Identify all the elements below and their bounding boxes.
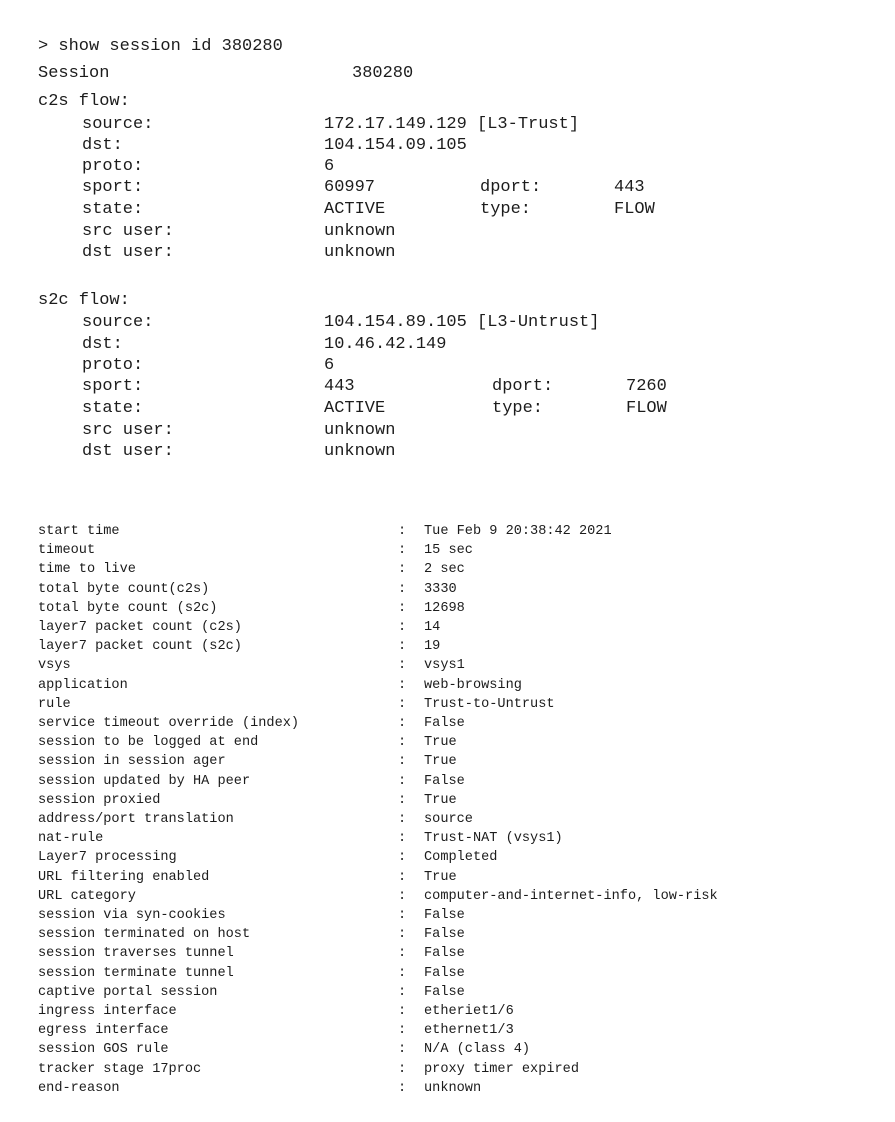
detail-separator: : [398, 908, 407, 923]
c2s-row-key2: dport: [480, 178, 542, 197]
s2c-row-key: state: [82, 399, 144, 418]
session-id: 380280 [352, 64, 414, 83]
detail-key: session terminate tunnel [38, 966, 234, 981]
c2s-row-key: state: [82, 200, 144, 219]
detail-value: Tue Feb 9 20:38:42 2021 [424, 524, 612, 539]
s2c-row-value: 10.46.42.149 [324, 335, 447, 354]
detail-separator: : [398, 889, 407, 904]
detail-value: False [424, 908, 465, 923]
detail-key: session traverses tunnel [38, 946, 234, 961]
detail-value: 3330 [424, 582, 457, 597]
s2c-flow-title: s2c flow: [38, 291, 130, 310]
detail-separator: : [398, 601, 407, 616]
s2c-row-value2: 7260 [626, 377, 667, 396]
detail-value: 19 [424, 639, 441, 654]
detail-separator: : [398, 1062, 407, 1077]
c2s-row-key: sport: [82, 178, 144, 197]
c2s-row-key: source: [82, 115, 154, 134]
detail-value: False [424, 966, 465, 981]
detail-value: True [424, 870, 457, 885]
detail-value: N/A (class 4) [424, 1042, 531, 1057]
detail-value: proxy timer expired [424, 1062, 579, 1077]
detail-separator: : [398, 927, 407, 942]
detail-separator: : [398, 735, 407, 750]
s2c-row-key: dst user: [82, 442, 174, 461]
c2s-row-key2: type: [480, 200, 532, 219]
c2s-row-key: proto: [82, 157, 144, 176]
command-line: > show session id 380280 [38, 37, 283, 56]
detail-key: rule [38, 697, 71, 712]
detail-value: etheriet1/6 [424, 1004, 514, 1019]
detail-key: session in session ager [38, 754, 226, 769]
detail-value: True [424, 754, 457, 769]
detail-key: total byte count (s2c) [38, 601, 218, 616]
detail-value: True [424, 793, 457, 808]
detail-value: computer-and-internet-info, low-risk [424, 889, 718, 904]
detail-key: start time [38, 524, 120, 539]
s2c-row-value: unknown [324, 442, 396, 461]
detail-key: URL filtering enabled [38, 870, 210, 885]
detail-separator: : [398, 524, 407, 539]
c2s-row-value: unknown [324, 243, 396, 262]
detail-key: captive portal session [38, 985, 218, 1000]
s2c-row-key: source: [82, 313, 154, 332]
detail-key: vsys [38, 658, 71, 673]
detail-key: application [38, 678, 128, 693]
detail-separator: : [398, 1023, 407, 1038]
s2c-row-key: src user: [82, 421, 174, 440]
detail-separator: : [398, 697, 407, 712]
detail-value: False [424, 774, 465, 789]
detail-value: vsys1 [424, 658, 465, 673]
s2c-row-value: 104.154.89.105 [L3-Untrust] [324, 313, 600, 332]
detail-key: nat-rule [38, 831, 104, 846]
detail-key: time to live [38, 562, 136, 577]
detail-separator: : [398, 870, 407, 885]
detail-value: Trust-NAT (vsys1) [424, 831, 563, 846]
c2s-row-value: 172.17.149.129 [L3-Trust] [324, 115, 580, 134]
detail-separator: : [398, 582, 407, 597]
detail-value: 2 sec [424, 562, 465, 577]
detail-key: layer7 packet count (c2s) [38, 620, 242, 635]
detail-separator: : [398, 716, 407, 731]
detail-separator: : [398, 793, 407, 808]
c2s-row-value2: FLOW [614, 200, 655, 219]
detail-key: session updated by HA peer [38, 774, 251, 789]
detail-key: Layer7 processing [38, 850, 177, 865]
detail-key: timeout [38, 543, 96, 558]
c2s-row-value: 60997 [324, 178, 376, 197]
detail-value: True [424, 735, 457, 750]
s2c-row-value: unknown [324, 421, 396, 440]
s2c-row-value: ACTIVE [324, 399, 386, 418]
detail-separator: : [398, 812, 407, 827]
c2s-row-value: 6 [324, 157, 335, 176]
detail-value: False [424, 946, 465, 961]
detail-key: tracker stage 17proc [38, 1062, 202, 1077]
detail-separator: : [398, 850, 407, 865]
detail-value: 14 [424, 620, 441, 635]
detail-value: web-browsing [424, 678, 522, 693]
detail-key: session via syn-cookies [38, 908, 226, 923]
detail-separator: : [398, 678, 407, 693]
detail-value: Trust-to-Untrust [424, 697, 555, 712]
detail-key: total byte count(c2s) [38, 582, 210, 597]
detail-separator: : [398, 620, 407, 635]
s2c-row-value: 443 [324, 377, 355, 396]
detail-key: egress interface [38, 1023, 169, 1038]
detail-key: address/port translation [38, 812, 234, 827]
detail-key: session to be logged at end [38, 735, 259, 750]
detail-value: False [424, 716, 465, 731]
c2s-flow-title: c2s flow: [38, 92, 130, 111]
detail-separator: : [398, 1042, 407, 1057]
detail-separator: : [398, 754, 407, 769]
c2s-row-value: unknown [324, 222, 396, 241]
detail-value: False [424, 927, 465, 942]
detail-separator: : [398, 985, 407, 1000]
s2c-row-key: dst: [82, 335, 123, 354]
detail-value: 12698 [424, 601, 465, 616]
c2s-row-value: 104.154.09.105 [324, 136, 467, 155]
c2s-row-key: src user: [82, 222, 174, 241]
c2s-row-key: dst user: [82, 243, 174, 262]
detail-key: ingress interface [38, 1004, 177, 1019]
detail-separator: : [398, 639, 407, 654]
detail-separator: : [398, 543, 407, 558]
detail-separator: : [398, 774, 407, 789]
detail-key: session GOS rule [38, 1042, 169, 1057]
s2c-row-key2: dport: [492, 377, 554, 396]
detail-key: session proxied [38, 793, 161, 808]
detail-separator: : [398, 562, 407, 577]
detail-value: unknown [424, 1081, 482, 1096]
s2c-row-value: 6 [324, 356, 335, 375]
detail-key: URL category [38, 889, 136, 904]
detail-key: end-reason [38, 1081, 120, 1096]
detail-value: Completed [424, 850, 498, 865]
detail-separator: : [398, 658, 407, 673]
detail-value: ethernet1/3 [424, 1023, 514, 1038]
detail-value: False [424, 985, 465, 1000]
detail-value: source [424, 812, 473, 827]
s2c-row-key: sport: [82, 377, 144, 396]
detail-separator: : [398, 966, 407, 981]
s2c-row-key2: type: [492, 399, 544, 418]
detail-separator: : [398, 831, 407, 846]
detail-key: service timeout override (index) [38, 716, 300, 731]
detail-separator: : [398, 1004, 407, 1019]
detail-separator: : [398, 1081, 407, 1096]
s2c-row-key: proto: [82, 356, 144, 375]
session-label: Session [38, 64, 110, 83]
detail-key: session terminated on host [38, 927, 251, 942]
detail-separator: : [398, 946, 407, 961]
s2c-row-value2: FLOW [626, 399, 667, 418]
c2s-row-key: dst: [82, 136, 123, 155]
detail-key: layer7 packet count (s2c) [38, 639, 242, 654]
c2s-row-value2: 443 [614, 178, 645, 197]
c2s-row-value: ACTIVE [324, 200, 386, 219]
detail-value: 15 sec [424, 543, 473, 558]
